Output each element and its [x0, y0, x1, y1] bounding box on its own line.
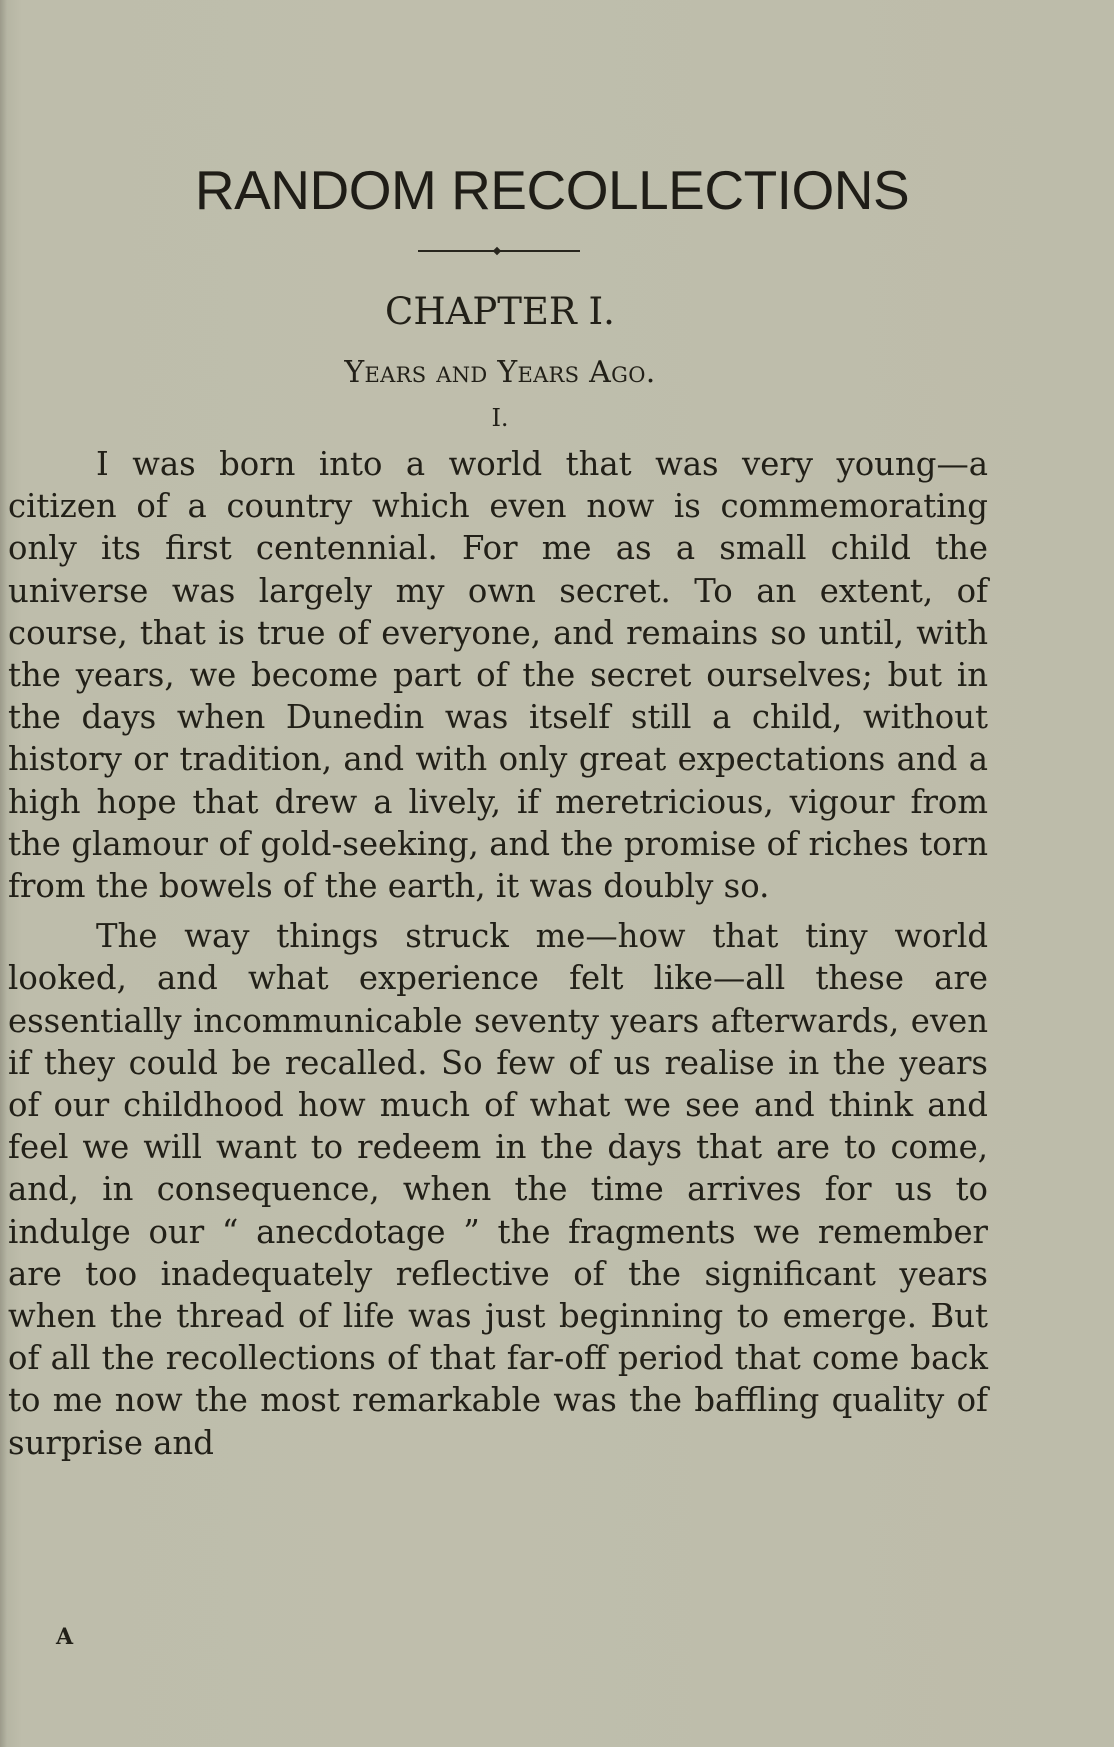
paragraph: I was born into a world that was very young—a citizen of a country which even now is commemorating only its first centennial. For me as a small child the universe was largely my own secret. To an extent, of course, that is true of everyone, and remains so until, with the years, we become part of the secret ourselves; but in the days when Dunedin was itself still a child, without history or tradition, and with only great expectations and a high hope that drew a lively, if meretricious, vigour from the glamour of gold-seeking, and the promise of riches torn from the bowels of the earth, it was doubly so. — [8, 445, 988, 906]
signature-mark: A — [56, 1624, 74, 1650]
section-number: I. — [491, 404, 509, 432]
paragraph: The way things struck me—how that tiny world looked, and what experience felt like—all these are essentially incommunicable seventy years afterwards, even if they could be recalled. So few of us realise in the years of our childhood how much of what we see and think and feel we will want to redeem in the days that are to come, and, in consequence, when the time arrives for us to indulge our “ anecdotage ” the fragments we remember are too inadequately reflective of the significant years when the thread of life was just beginning to emerge. But of all the recollections of that far-off period that come back to me now the most remarkable was the baffling quality of surprise and — [8, 917, 988, 1462]
spine-shadow — [0, 0, 7, 1747]
title-ornament-rule — [418, 249, 580, 253]
book-title: RANDOM RECOLLECTIONS — [194, 159, 910, 221]
ornament-diamond — [493, 247, 501, 255]
body-text — [8, 443, 988, 1464]
chapter-subtitle: Years and Years Ago. — [344, 355, 656, 390]
chapter-heading: CHAPTER I. — [385, 290, 615, 333]
